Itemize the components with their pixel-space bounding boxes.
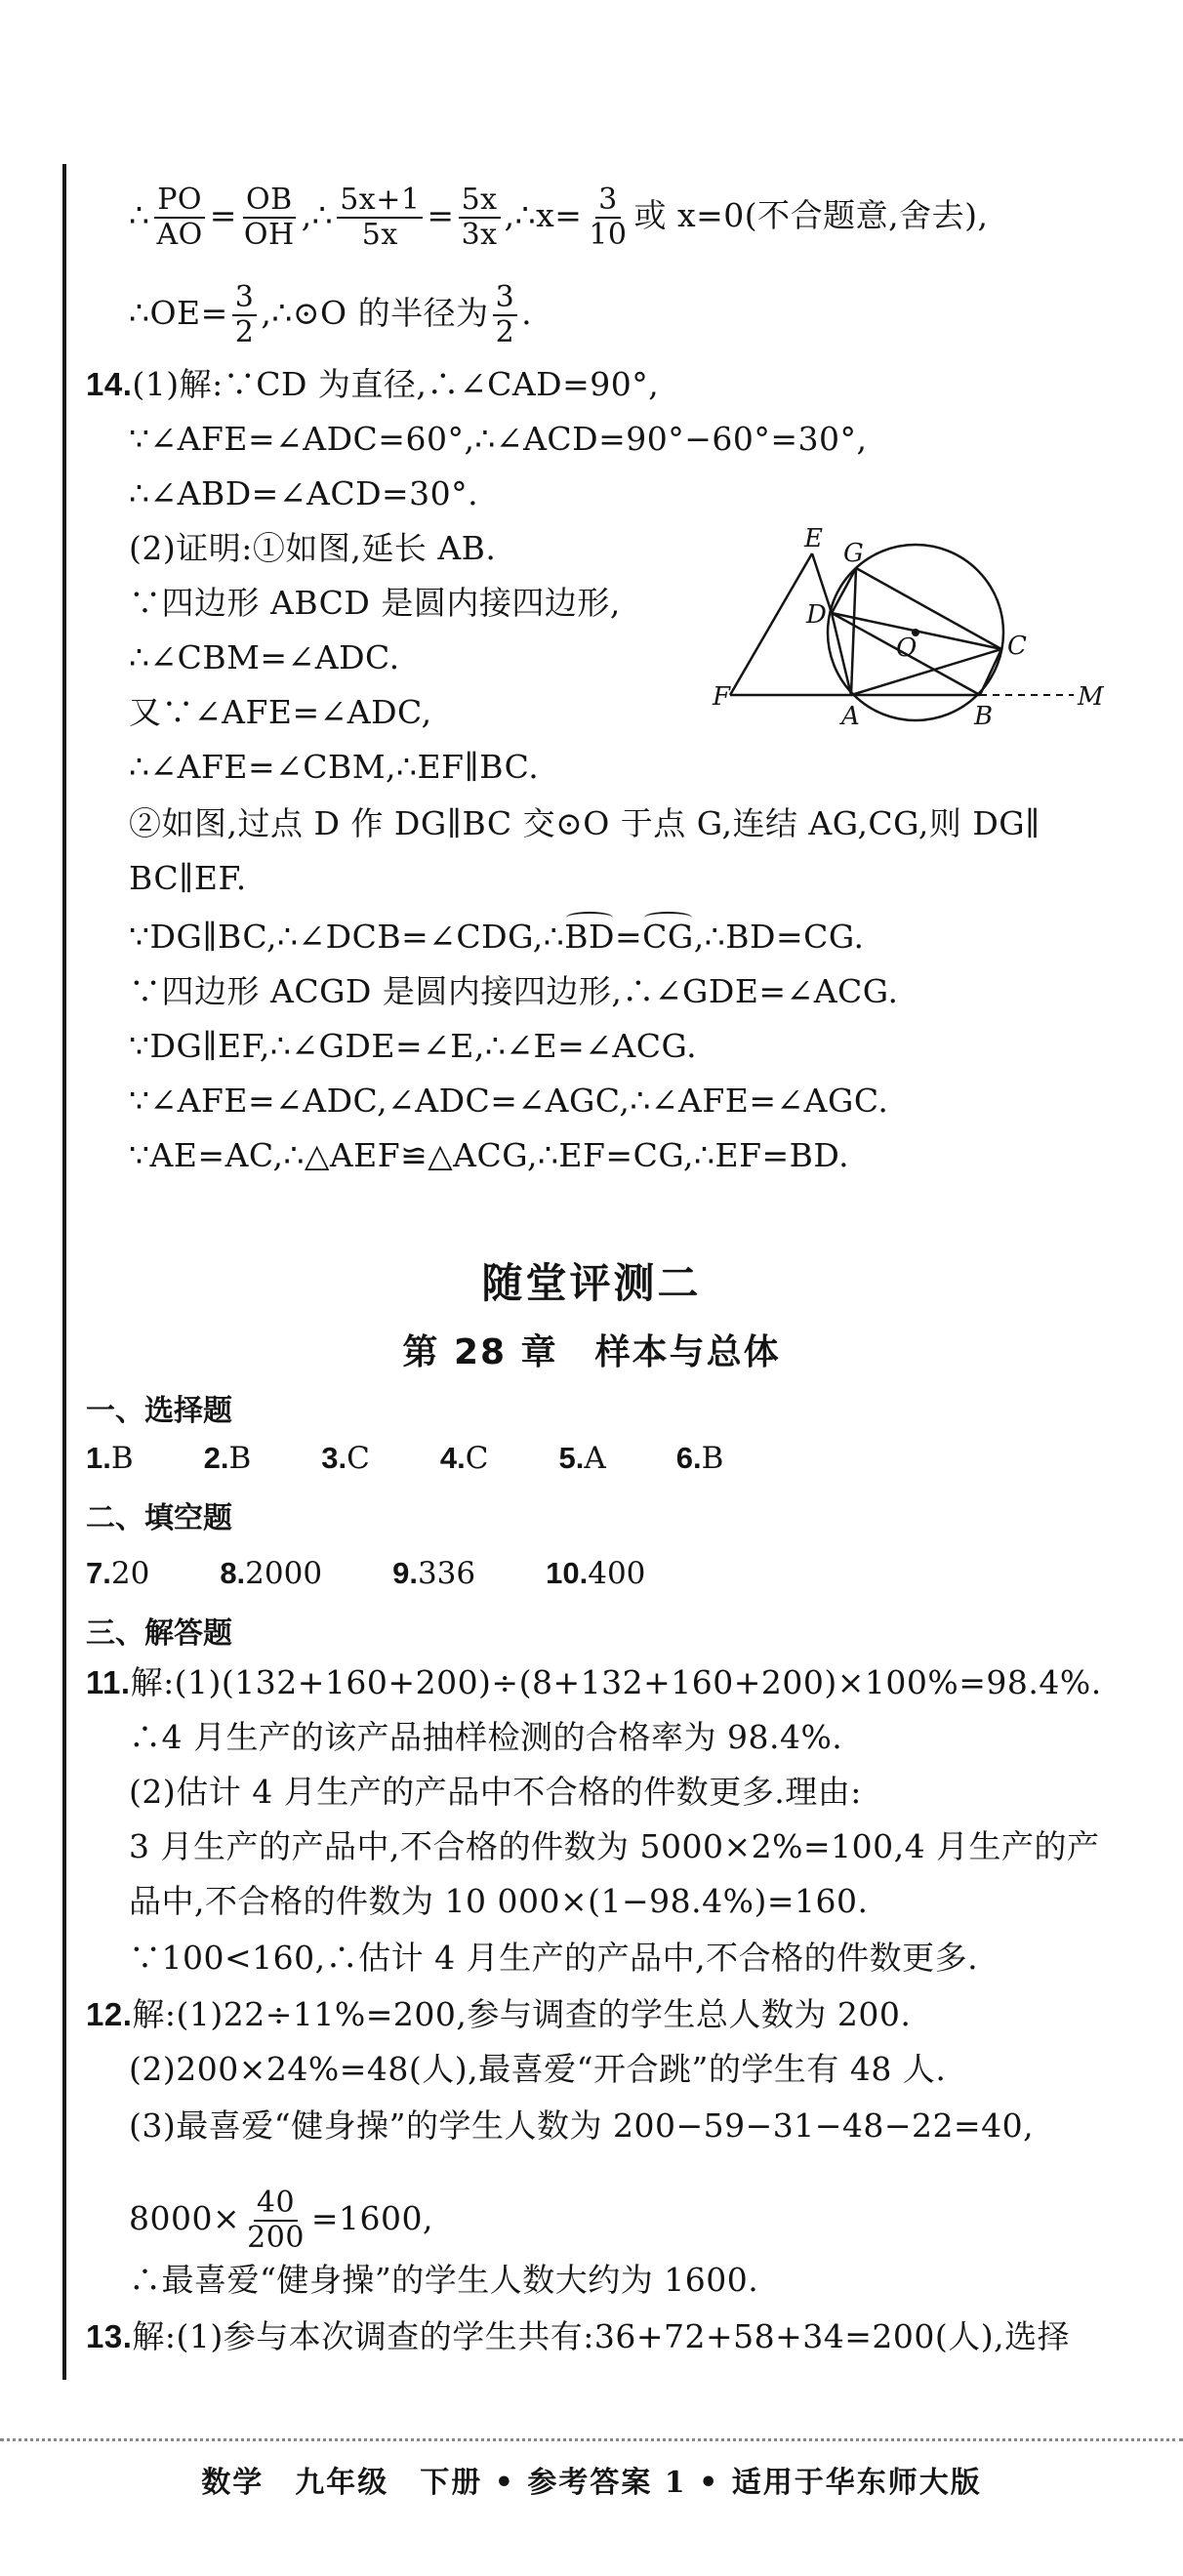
section-solve-label: 三、解答题 xyxy=(86,1616,232,1651)
q14-line-2: ∵∠AFE=∠ADC=60°,∴∠ACD=90°−60°=30°, xyxy=(129,420,868,458)
text: ,∴ xyxy=(301,196,334,234)
answer-item xyxy=(220,1552,322,1595)
text: ,∴x= xyxy=(504,196,583,234)
text: 8000× xyxy=(129,2199,241,2237)
section-fill-label: 二、填空题 xyxy=(86,1501,232,1535)
label-a: A xyxy=(841,702,860,731)
answer-item xyxy=(321,1437,370,1480)
answer-number: 9. xyxy=(392,1556,418,1590)
fill-answers xyxy=(86,1552,715,1595)
answer-item xyxy=(204,1437,252,1480)
numerator: PO xyxy=(154,184,205,219)
q14-line-12: ∵四边形 ACGD 是圆内接四边形,∴∠GDE=∠ACG. xyxy=(129,972,899,1010)
text: = xyxy=(427,196,455,234)
answer-number: 10. xyxy=(546,1556,589,1590)
answer-value: A xyxy=(584,1441,606,1476)
numerator: 5x xyxy=(459,184,501,219)
q14-line-4: (2)证明:①如图,延长 AB. xyxy=(129,529,497,567)
denominator: 3x xyxy=(461,218,498,252)
q14-line-8: ∴∠AFE=∠CBM,∴EF∥BC. xyxy=(129,748,540,786)
denominator: OH xyxy=(243,218,295,252)
top-line-1 xyxy=(129,184,989,252)
page-footer: 数学 九年级 下册 • 参考答案 1 • 适用于华东师大版 xyxy=(201,2466,982,2500)
q11-line-5: 品中,不合格的件数为 10 000×(1−98.4%)=160. xyxy=(129,1882,869,1920)
line-bc xyxy=(980,649,1001,695)
question-number: 14. xyxy=(86,366,133,402)
fraction-40-200 xyxy=(244,2187,307,2255)
denominator: 200 xyxy=(247,2221,305,2255)
q11-line-1 xyxy=(86,1661,1102,1704)
label-e: E xyxy=(804,524,823,553)
answer-item xyxy=(676,1437,724,1480)
q14-line-14: ∵∠AFE=∠ADC,∠ADC=∠AGC,∴∠AFE=∠AGC. xyxy=(129,1082,889,1120)
q11-line-3: (2)估计 4 月生产的产品中不合格的件数更多.理由: xyxy=(129,1773,862,1811)
answer-item xyxy=(86,1437,134,1480)
numerator: 5x+1 xyxy=(337,184,423,219)
answer-value: 2000 xyxy=(245,1556,323,1591)
answer-value: B xyxy=(110,1441,134,1476)
text: = xyxy=(615,918,643,956)
text: ∴ xyxy=(129,196,150,234)
question-number: 12. xyxy=(86,1996,133,2032)
fraction-3-2 xyxy=(232,281,258,349)
q14-line-11 xyxy=(129,916,865,959)
line-da xyxy=(832,613,851,695)
denominator: 10 xyxy=(589,218,628,252)
top-line-2 xyxy=(129,281,532,349)
geometry-figure xyxy=(703,517,1113,742)
denominator: AO xyxy=(156,218,203,252)
denominator: 5x xyxy=(361,218,398,252)
answer-item xyxy=(558,1437,605,1480)
text: . xyxy=(521,294,533,332)
q13-line-1 xyxy=(86,2315,1070,2358)
line-ag xyxy=(851,568,856,695)
answer-number: 6. xyxy=(675,1441,702,1475)
fraction-5x-3x xyxy=(459,184,501,252)
label-m: M xyxy=(1078,682,1104,712)
line-dg xyxy=(832,568,856,613)
q14-line-15: ∵AE=AC,∴△AEF≌△ACG,∴EF=CG,∴EF=BD. xyxy=(129,1136,850,1174)
answer-value: 336 xyxy=(417,1556,476,1591)
choice-answers xyxy=(86,1437,794,1480)
answer-number: 4. xyxy=(439,1441,466,1475)
answer-item xyxy=(392,1552,475,1595)
answer-item xyxy=(440,1437,489,1480)
q12-line-1 xyxy=(86,1993,911,2036)
text: 或 x=0(不合题意,舍去), xyxy=(633,196,989,234)
label-o: O xyxy=(896,634,918,663)
numerator: OB xyxy=(243,184,296,219)
answer-value: B xyxy=(701,1441,724,1476)
numerator: 40 xyxy=(254,2187,298,2222)
q14-line-1 xyxy=(86,363,659,406)
answer-value: 400 xyxy=(588,1556,646,1591)
label-g: G xyxy=(843,539,864,568)
footer-divider xyxy=(0,2438,1183,2441)
section-choice-label: 一、选择题 xyxy=(86,1394,232,1428)
answer-item xyxy=(86,1552,149,1595)
fraction-3-10 xyxy=(586,184,630,252)
line-gc xyxy=(856,568,1001,649)
label-f: F xyxy=(713,682,731,712)
answer-number: 3. xyxy=(321,1441,347,1475)
numerator: 3 xyxy=(493,281,518,316)
q11-line-4: 3 月生产的产品中,不合格的件数为 5000×2%=100,4 月生产的产 xyxy=(129,1827,1100,1865)
q11-line-2: ∴4 月生产的该产品抽样检测的合格率为 98.4%. xyxy=(129,1718,843,1756)
line-ac xyxy=(851,649,1001,695)
text: (1)解:∵CD 为直径,∴∠CAD=90°, xyxy=(132,365,660,403)
q11-line-6: ∵100<160,∴估计 4 月生产的产品中,不合格的件数更多. xyxy=(129,1939,979,1977)
answer-value: C xyxy=(465,1441,489,1476)
q14-line-7: 又∵∠AFE=∠ADC, xyxy=(129,693,432,731)
answer-number: 5. xyxy=(558,1441,585,1475)
question-number: 11. xyxy=(86,1664,131,1700)
q14-line-3: ∴∠ABD=∠ACD=30°. xyxy=(129,474,479,512)
question-number: 13. xyxy=(86,2318,133,2354)
q14-line-9: ②如图,过点 D 作 DG∥BC 交⊙O 于点 G,连结 AG,CG,则 DG∥ xyxy=(129,804,1040,842)
text: ,∴⊙O 的半径为 xyxy=(261,294,489,332)
q12-line-5: ∴最喜爱“健身操”的学生人数大约为 1600. xyxy=(129,2261,759,2299)
arc-bd: BD xyxy=(564,916,615,959)
chapter-title: 第 28 章 样本与总体 xyxy=(402,1332,781,1372)
denominator: 2 xyxy=(495,315,515,349)
answer-number: 8. xyxy=(220,1556,246,1590)
q14-line-10: BC∥EF. xyxy=(129,859,247,897)
numerator: 3 xyxy=(232,281,258,316)
text: =1600, xyxy=(310,2199,434,2237)
q14-line-13: ∵DG∥EF,∴∠GDE=∠E,∴∠E=∠ACG. xyxy=(129,1027,698,1065)
q14-line-5: ∵四边形 ABCD 是圆内接四边形, xyxy=(129,584,621,622)
answer-value: C xyxy=(347,1441,370,1476)
answer-item xyxy=(546,1552,645,1595)
text: 解:(1)22÷11%=200,参与调查的学生总人数为 200. xyxy=(132,1995,912,2033)
label-d: D xyxy=(806,600,827,630)
fraction-po-ao xyxy=(154,184,206,252)
text: ,∴BD=CG. xyxy=(693,918,865,956)
label-c: C xyxy=(1007,632,1027,661)
fraction-ob-oh xyxy=(241,184,298,252)
text: = xyxy=(209,196,237,234)
fraction-5x1-5x xyxy=(337,184,423,252)
text: ∴OE= xyxy=(129,294,228,332)
answer-number: 2. xyxy=(203,1441,229,1475)
fraction-3-2-radius xyxy=(493,281,518,349)
arc-cg: CG xyxy=(642,916,694,959)
label-b: B xyxy=(974,702,994,731)
answer-number: 7. xyxy=(86,1556,111,1590)
answer-value: B xyxy=(228,1441,252,1476)
text: 解:(1)参与本次调查的学生共有:36+72+58+34=200(人),选择 xyxy=(132,2317,1071,2355)
answer-value: 20 xyxy=(110,1556,150,1591)
q12-line-4 xyxy=(129,2187,433,2255)
answer-number: 1. xyxy=(86,1441,111,1475)
q12-line-2: (2)200×24%=48(人),最喜爱“开合跳”的学生有 48 人. xyxy=(129,2050,947,2088)
q14-line-6: ∴∠CBM=∠ADC. xyxy=(129,638,400,676)
numerator: 3 xyxy=(595,184,621,219)
q12-line-3: (3)最喜爱“健身操”的学生人数为 200−59−31−48−22=40, xyxy=(129,2106,1035,2145)
text: ∵DG∥BC,∴∠DCB=∠CDG,∴ xyxy=(129,918,565,956)
section-title: 随堂评测二 xyxy=(481,1259,702,1307)
text: 解:(1)(132+160+200)÷(8+132+160+200)×100%=98.4%. xyxy=(130,1663,1102,1701)
line-fe xyxy=(730,553,812,695)
denominator: 2 xyxy=(234,315,255,349)
